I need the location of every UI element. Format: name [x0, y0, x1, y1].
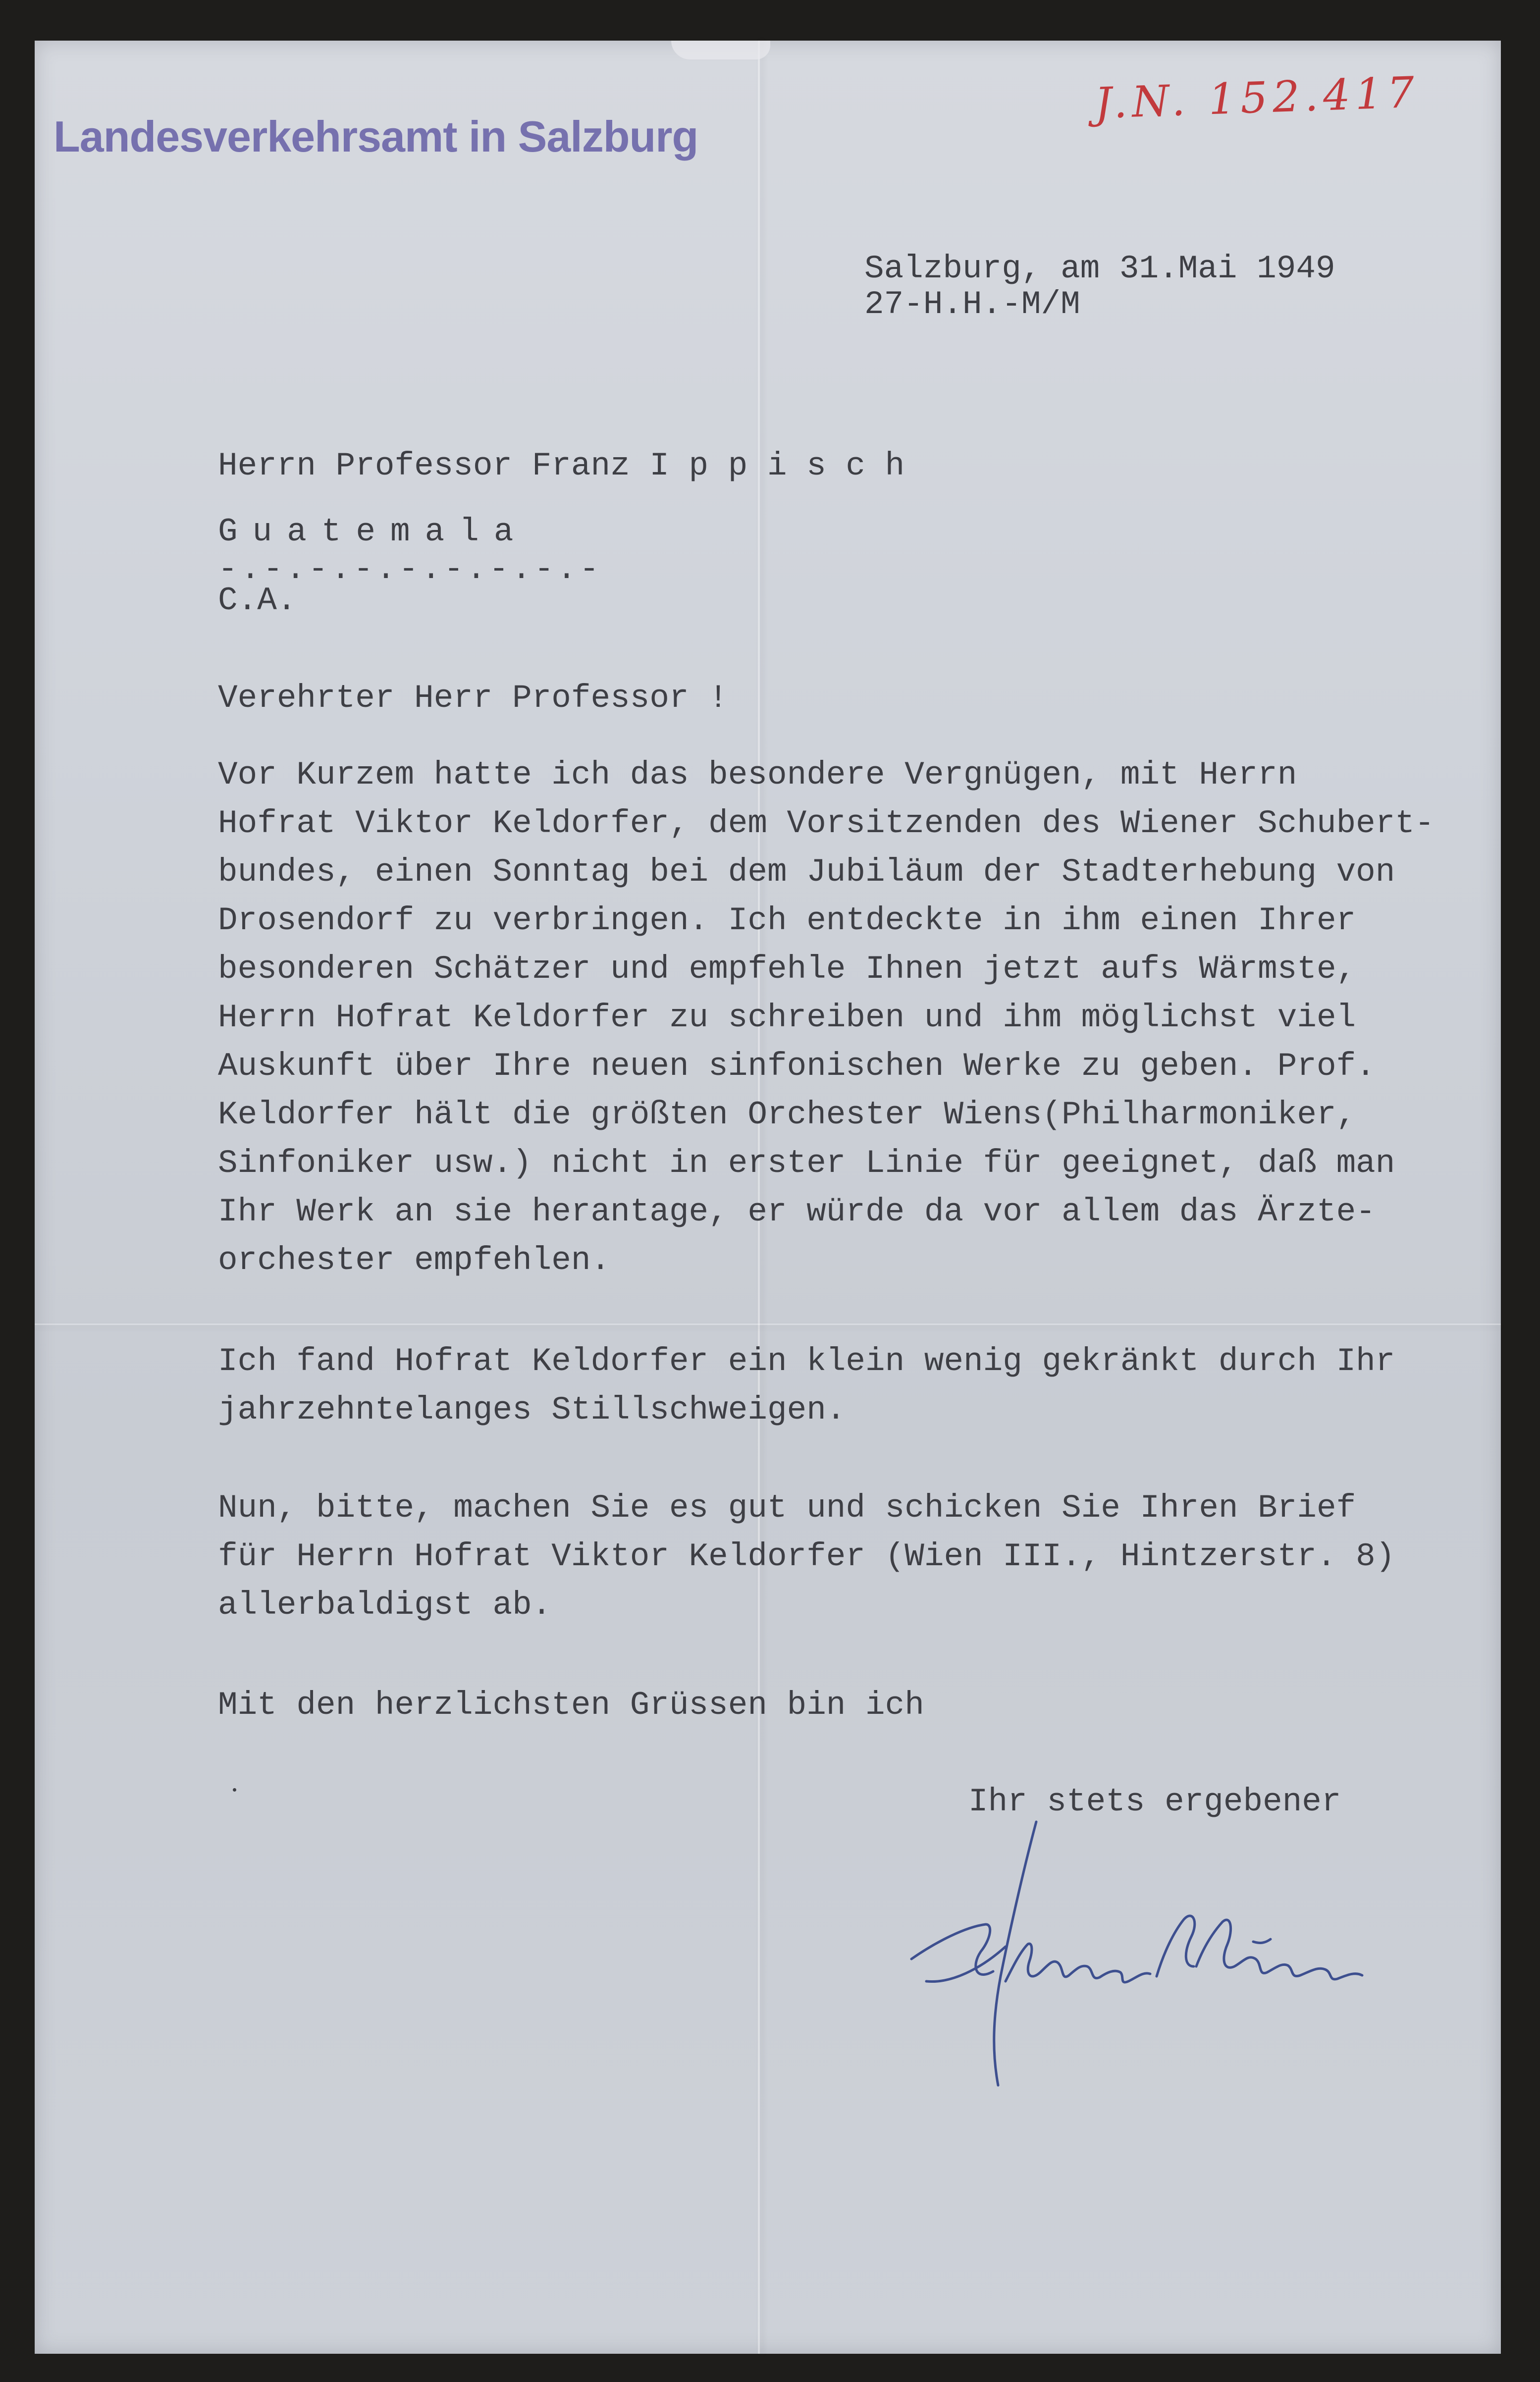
- text-line: Auskunft über Ihre neuen sinfonischen Werke zu geben. Prof.: [218, 1048, 1376, 1085]
- paragraph-1: [218, 756, 1434, 1293]
- handwritten-signature: [906, 1818, 1402, 2095]
- recipient-city-underline: -.-.-.-.-.-.-.-.-: [218, 551, 602, 588]
- paragraph-3: [218, 1489, 1395, 1638]
- recipient-name: Herrn Professor Franz I p p i s c h: [218, 447, 905, 484]
- letterhead-stamp: Landesverkehrsamt in Salzburg: [53, 112, 698, 161]
- text-line: Sinfoniker usw.) nicht in erster Linie für geeignet, daß man: [218, 1145, 1395, 1182]
- text-line: Hofrat Viktor Keldorfer, dem Vorsitzenden des Wiener Schubert-: [218, 805, 1434, 842]
- salutation: Verehrter Herr Professor !: [218, 680, 728, 717]
- text-line: Herrn Hofrat Keldorfer zu schreiben und ihm möglichst viel: [218, 999, 1356, 1036]
- text-line: Ich fand Hofrat Keldorfer ein klein wenig gekränkt durch Ihr: [218, 1343, 1395, 1380]
- text-line: bundes, einen Sonntag bei dem Jubiläum der Stadterhebung von: [218, 853, 1395, 891]
- complimentary-close: Ihr stets ergebener: [968, 1783, 1341, 1820]
- text-line: Nun, bitte, machen Sie es gut und schicken Sie Ihren Brief: [218, 1489, 1356, 1527]
- recipient-city: Guatemala: [218, 513, 529, 550]
- recipient-country: C.A.: [218, 582, 297, 619]
- text-line: besonderen Schätzer und empfehle Ihnen jetzt aufs Wärmste,: [218, 951, 1356, 988]
- paper-tear-mark: [671, 41, 770, 59]
- reference-code: 27-H.H.-M/M: [864, 286, 1080, 323]
- text-line: jahrzehntelanges Stillschweigen.: [218, 1391, 846, 1429]
- closing-line: Mit den herzlichsten Grüssen bin ich: [218, 1687, 924, 1724]
- paragraph-2: [218, 1345, 1395, 1442]
- archive-number: J.N. 152.417: [1094, 67, 1420, 129]
- text-line: orchester empfehlen.: [218, 1242, 611, 1279]
- text-line: Vor Kurzem hatte ich das besondere Vergnügen, mit Herrn: [218, 756, 1297, 794]
- text-line: Ihr Werk an sie herantage, er würde da vor allem das Ärzte-: [218, 1193, 1376, 1230]
- ink-dot: [233, 1788, 236, 1792]
- text-line: für Herrn Hofrat Viktor Keldorfer (Wien III., Hintzerstr. 8): [218, 1538, 1395, 1575]
- date-line: Salzburg, am 31.Mai 1949: [864, 250, 1335, 287]
- text-line: allerbaldigst ab.: [218, 1587, 552, 1624]
- text-line: Keldorfer hält die größten Orchester Wiens(Philharmoniker,: [218, 1096, 1356, 1133]
- horizontal-fold-line: [35, 1323, 1501, 1325]
- text-line: Drosendorf zu verbringen. Ich entdeckte in ihm einen Ihrer: [218, 902, 1356, 939]
